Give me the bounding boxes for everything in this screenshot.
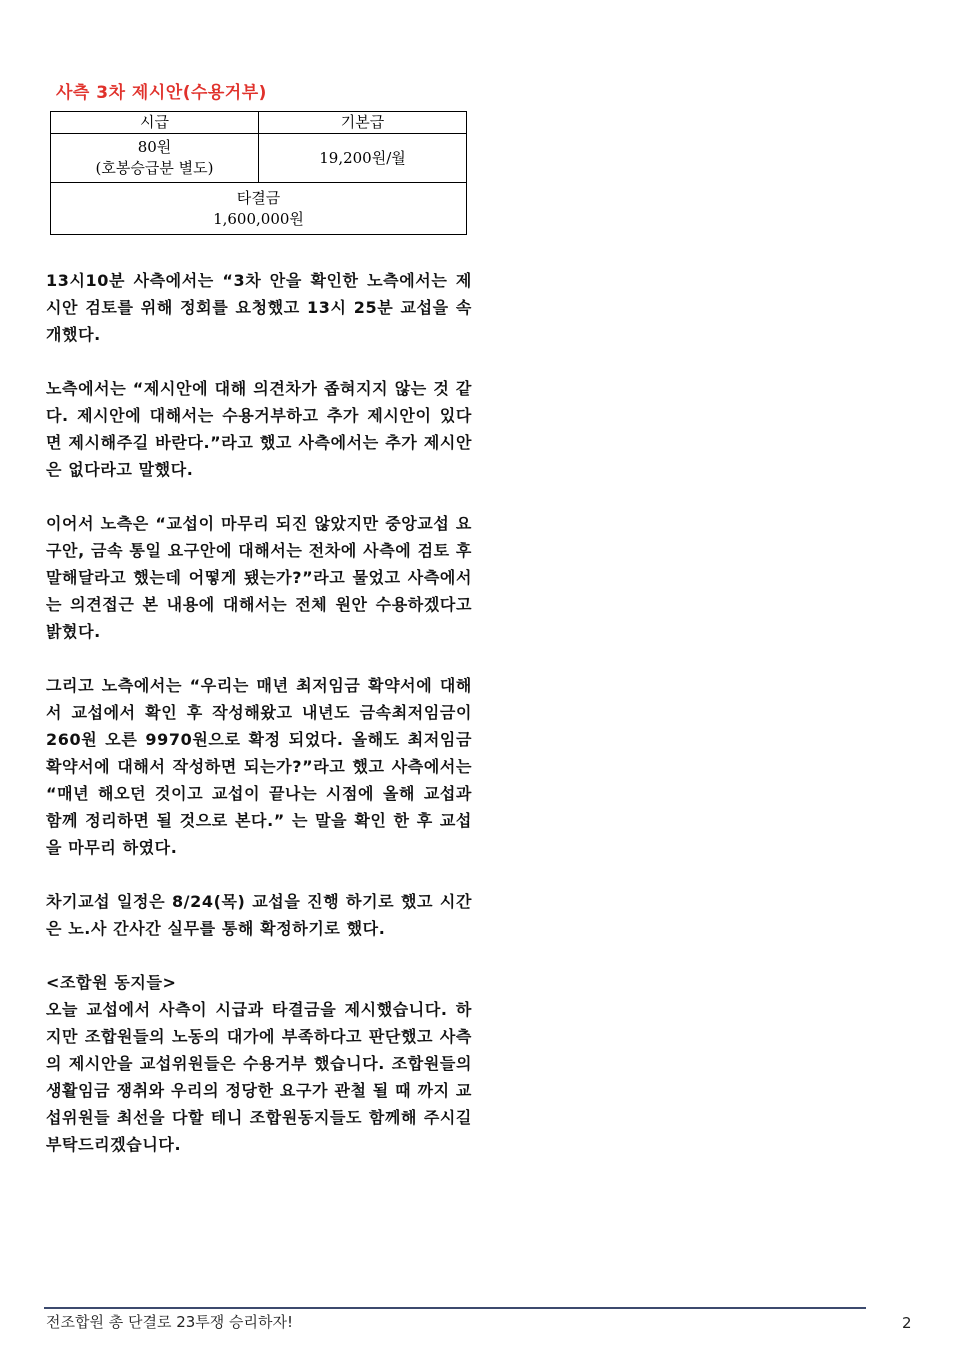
table-row <box>51 134 467 183</box>
paragraph: 이어서 노측은 “교섭이 마무리 되진 않았지만 중앙교섭 요구안, 금속 통일 요구안에 대해서는 전차에 사측에 검토 후 말해달라고 했는데 어떻게 됐는가?”라고 물었고 사측에서는 의견접근 본 내용에 대해서는 전체 원안 수용하겠다고 밝혔다. <box>46 514 472 641</box>
footer-divider <box>44 1307 866 1309</box>
paragraph: 노측에서는 “제시안에 대해 의견차가 좁혀지지 않는 것 같다. 제시안에 대해서는 수용거부하고 추가 제시안이 있다면 제시해주길 바란다.”라고 했고 사측에서는 추가 제시안은 없다라고 말했다. <box>46 379 472 479</box>
settlement-label: 타결금 <box>236 188 281 207</box>
hourly-value: 80원 <box>137 138 172 156</box>
members-title: <조합원 동지들> <box>46 973 177 992</box>
table-header-base: 기본급 <box>259 112 467 134</box>
paragraph: 13시10분 사측에서는 “3차 안을 확인한 노측에서는 제시안 검토를 위해 정회를 요청했고 13시 25분 교섭을 속개했다. <box>46 271 472 344</box>
table-cell-settlement <box>51 183 467 235</box>
table-cell-base: 19,200원/월 <box>259 134 467 183</box>
footer-slogan: 전조합원 총 단결로 23투쟁 승리하자! <box>46 1313 294 1331</box>
offer-table <box>50 111 467 235</box>
table-header-row <box>51 112 467 134</box>
report-body <box>46 267 472 1158</box>
section-heading: 사측 3차 제시안(수용거부) <box>56 83 267 103</box>
page-number: 2 <box>902 1314 912 1332</box>
paragraph: 그리고 노측에서는 “우리는 매년 최저임금 확약서에 대해서 교섭에서 확인 후 작성해왔고 내년도 금속최저임금이 260원 오른 9970원으로 확정 되었다. 올해도 최저임금 확약서에 대해서 작성하면 되는가?”라고 했고 사측에서는 “매년 해오던 것이고 교섭이 끝나는 시점에 올해 교섭과 함께 정리하면 될 것으로 본다.” 는 말을 확인 한 후 교섭을 마무리 하였다. <box>46 676 472 857</box>
paragraph: 차기교섭 일정은 8/24(목) 교섭을 진행 하기로 했고 시간은 노.사 간사간 실무를 통해 확정하기로 했다. <box>46 892 472 938</box>
members-message: 오늘 교섭에서 사측이 시급과 타결금을 제시했습니다. 하지만 조합원들의 노동의 대가에 부족하다고 판단했고 사측의 제시안을 교섭위원들은 수용거부 했습니다. 조합원들의 생활임금 쟁취와 우리의 정당한 요구가 관철 될 때 까지 교섭위원들 최선을 다할 테니 조합원동지들도 함께해 주시길 부탁드리겠습니다. <box>46 1000 472 1154</box>
settlement-value: 1,600,000원 <box>213 209 304 228</box>
table-row <box>51 183 467 235</box>
table-cell-hourly <box>51 134 259 183</box>
hourly-note: (호봉승급분 별도) <box>95 159 214 177</box>
table-header-hourly: 시급 <box>51 112 259 134</box>
